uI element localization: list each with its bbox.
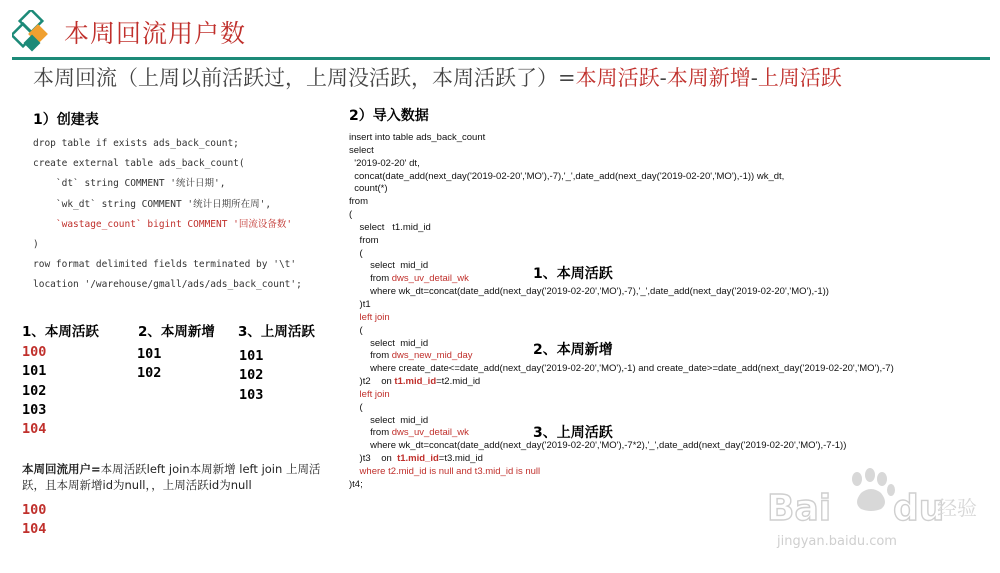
table-name: dws_new_mid_day: [391, 350, 473, 362]
ddl-line: ): [33, 239, 39, 251]
sql-line: select mid_id: [349, 337, 429, 349]
sql-line: count(*): [349, 183, 388, 195]
label-this-week-new: 2、本周新增: [138, 324, 215, 340]
import-data-heading: 2）导入数据: [349, 108, 429, 124]
sql-line: where create_date<=date_add(next_day('2019-02-20','MO'),-1) and create_date>=date_add(next_day('2019-02-20','MO'),-7): [349, 363, 894, 375]
sql-line: )t4;: [349, 478, 363, 490]
sql-line: select mid_id: [349, 260, 429, 272]
list-item: 103: [22, 401, 47, 418]
sql-line: select t1.mid_id: [349, 221, 431, 233]
list-last-week-active: [239, 347, 263, 405]
sql-line: from: [349, 196, 368, 208]
baidu-watermark: [765, 465, 980, 550]
sql-line: where t2.mid_id is null and t3.mid_id is null: [349, 465, 541, 477]
watermark-brand-a: Bai: [767, 488, 832, 529]
sql-line: '2019-02-20' dt,: [349, 157, 420, 169]
list-item: 102: [239, 367, 264, 384]
step-label-last-week: 3、上周活跃: [533, 425, 613, 441]
create-table-heading: 1）创建表: [33, 112, 99, 128]
ddl-line: create external table ads_back_count(: [33, 158, 245, 170]
list-item: 104: [22, 521, 47, 538]
formula-active: 本周活跃: [575, 66, 660, 90]
formula-line: [33, 62, 842, 92]
sql-text: )t3 on: [349, 453, 398, 465]
return-user-description: [22, 461, 342, 493]
list-item: 104: [22, 421, 47, 438]
sql-text: =t3.mid_id: [438, 453, 483, 465]
list-item: 101: [22, 363, 47, 380]
sql-line: [349, 427, 894, 440]
list-this-week-active: [22, 343, 46, 439]
sql-line: [349, 273, 894, 286]
sql-text: =t2.mid_id: [436, 376, 481, 388]
result-list: [22, 501, 46, 540]
sql-line: [349, 376, 894, 389]
sql-line: insert into table ads_back_count: [349, 132, 486, 143]
sql-line: where wk_dt=concat(date_add(next_day('2019-02-20','MO'),-7*2),'_',date_add(next_day('2019-02-20','MO'),-7-1)): [349, 440, 847, 452]
table-name: dws_uv_detail_wk: [391, 427, 469, 439]
list-item: 102: [22, 382, 47, 399]
formula-new: 本周新增: [666, 66, 751, 90]
paw-icon: [852, 468, 895, 511]
sql-line: from: [349, 234, 379, 246]
list-item: 102: [137, 365, 162, 382]
list-item: 103: [239, 386, 264, 403]
table-name: dws_uv_detail_wk: [391, 273, 469, 285]
list-item: 100: [22, 344, 47, 360]
description-bold: 本周回流用户=: [22, 462, 101, 476]
ddl-line: drop table if exists ads_back_count;: [33, 138, 239, 149]
formula-last-week: 上周活跃: [757, 66, 842, 90]
sql-line: (: [349, 247, 363, 259]
sql-line: concat(date_add(next_day('2019-02-20','MO'),-7),'_',date_add(next_day('2019-02-20','MO'),-1)) wk_dt,: [349, 170, 785, 182]
title-divider: [12, 57, 990, 60]
sql-line: (: [349, 401, 363, 413]
formula-prefix: 本周回流（上周以前活跃过，上周没活跃，本周活跃了）=: [33, 66, 576, 90]
ddl-line: `dt` string COMMENT '统计日期',: [33, 178, 226, 190]
ddl-line: `wk_dt` string COMMENT '统计日期所在周',: [33, 198, 272, 210]
sql-text: from: [349, 350, 392, 362]
list-item: 101: [137, 346, 162, 362]
ddl-code-block: [33, 134, 302, 296]
formula-minus: -: [659, 66, 667, 90]
sql-text: from: [349, 273, 392, 285]
watermark-brand-b: du: [893, 488, 945, 529]
watermark-brand-cn: 经验: [937, 496, 977, 520]
description-text: 本周活跃left join本周新增 left join 上周活跃，且本周新增id为null，，上周活跃id为null: [22, 462, 321, 492]
sql-line: select mid_id: [349, 414, 429, 426]
sql-line: select: [349, 144, 374, 156]
list-item: 100: [22, 502, 47, 518]
sql-line: (: [349, 209, 353, 221]
ddl-line: `wastage_count` bigint COMMENT '回流设备数': [33, 218, 293, 230]
label-this-week-active: 1、本周活跃: [22, 324, 99, 340]
label-last-week-active: 3、上周活跃: [238, 324, 315, 340]
logo-icon: [12, 10, 56, 54]
list-this-week-new: [137, 345, 161, 384]
join-key: t1.mid_id: [397, 453, 439, 465]
watermark-url: jingyan.baidu.com: [777, 534, 897, 549]
sql-line: [349, 453, 894, 466]
ddl-line: location '/warehouse/gmall/ads/ads_back_count';: [33, 279, 302, 291]
sql-text: )t2 on: [349, 376, 395, 388]
page-title: 本周回流用户数: [64, 19, 247, 48]
list-item: 101: [239, 348, 264, 364]
sql-line: )t1: [349, 298, 371, 310]
join-key: t1.mid_id: [394, 376, 437, 388]
formula-minus: -: [750, 66, 758, 90]
sql-line: where wk_dt=concat(date_add(next_day('2019-02-20','MO'),-7),'_',date_add(next_day('2019-02-20','MO'),-1)): [349, 286, 829, 298]
sql-line: left join: [349, 388, 390, 400]
step-label-active: 1、本周活跃: [533, 266, 613, 282]
insert-sql-block: [349, 132, 894, 492]
step-label-new: 2、本周新增: [533, 342, 613, 358]
sql-line: [349, 350, 894, 363]
ddl-line: row format delimited fields terminated by '\t': [33, 259, 297, 271]
sql-text: from: [349, 427, 392, 439]
sql-line: (: [349, 324, 363, 336]
sql-line: left join: [349, 311, 390, 323]
